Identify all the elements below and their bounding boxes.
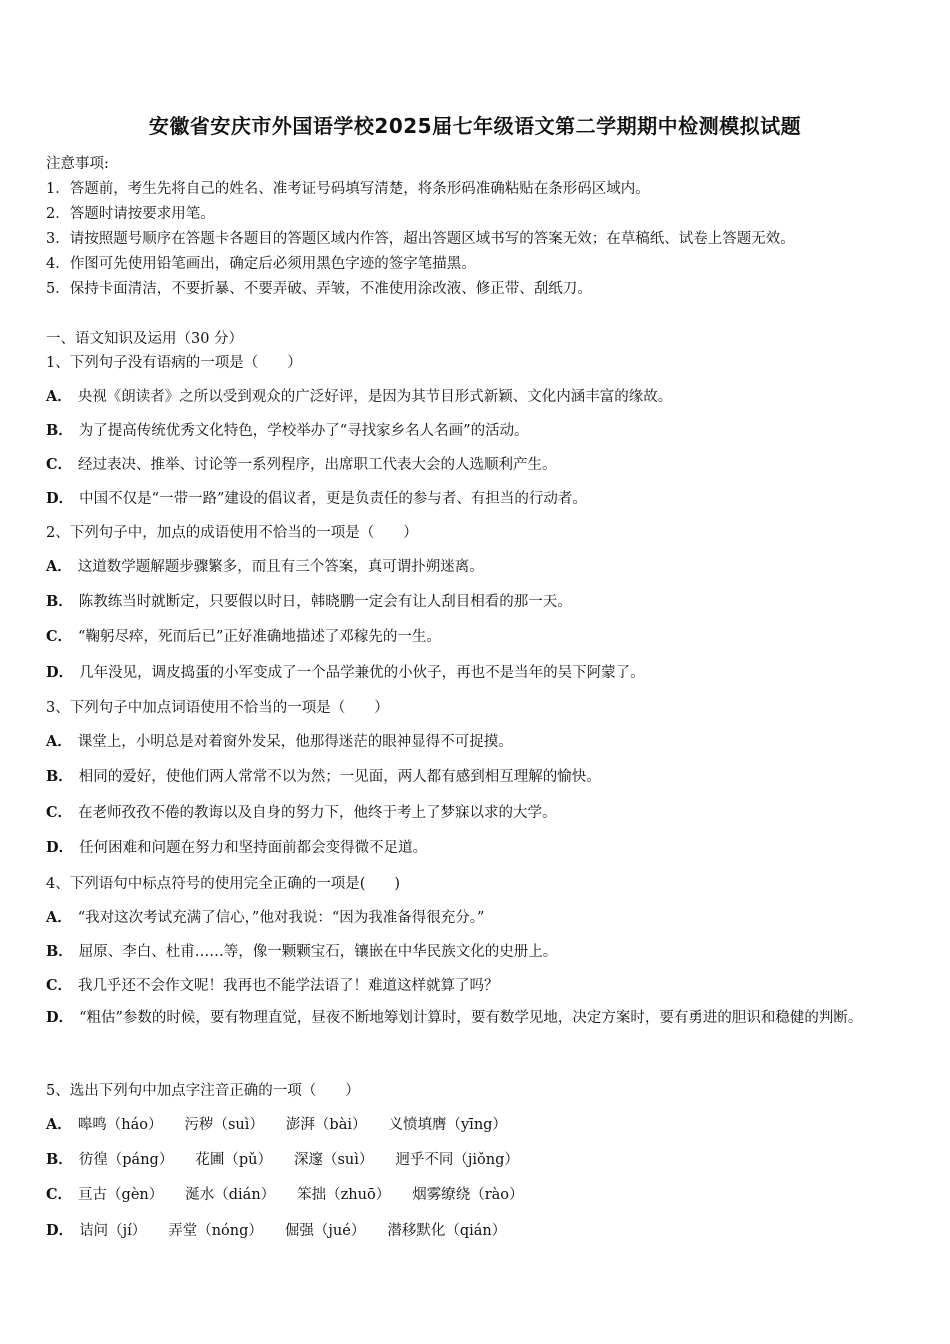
option-text: 屈原、李白、杜甫……等，像一颗颗宝石，镶嵌在中华民族文化的史册上。 xyxy=(78,944,558,960)
pinyin-item: 亘古（gèn） xyxy=(78,1187,164,1203)
pinyin-item: 义愤填膺（yīng） xyxy=(388,1117,507,1133)
option-text: “我对这次考试充满了信心，”他对我说：“因为我准备得很充分。” xyxy=(77,910,485,926)
question-stem: 2、下列句子中，加点的成语使用不恰当的一项是（ ） xyxy=(46,525,418,541)
option-text: 任何困难和问题在努力和坚持面前都会变得微不足道。 xyxy=(79,840,428,856)
option-text: 我几乎还不会作文呢！我再也不能学法语了！难道这样就算了吗？ xyxy=(78,978,499,994)
pinyin-item: 彷徨（páng） xyxy=(78,1152,174,1168)
option-text: 这道数学题解题步骤繁多，而且有三个答案，真可谓扑朔迷离。 xyxy=(77,559,484,575)
notice-item: 3．请按照题号顺序在答题卡各题目的答题区域内作答，超出答题区域书写的答案无效；在草稿纸、试卷上答题无效。 xyxy=(46,231,795,247)
pinyin-item: 烟雾缭绕（rào） xyxy=(412,1187,524,1203)
option-key: D． xyxy=(46,839,74,856)
option-key: A． xyxy=(46,909,72,926)
option-text: 央视《朗读者》之所以受到观众的广泛好评，是因为其节目形式新颖、文化内涵丰富的缘故。 xyxy=(77,389,673,405)
notice-item: 1．答题前，考生先将自己的姓名、准考证号码填写清楚，将条形码准确粘贴在条形码区域内。 xyxy=(46,181,650,197)
option-a xyxy=(46,385,672,406)
notice-heading: 注意事项: xyxy=(46,156,109,172)
pinyin-item: 深邃（suì） xyxy=(293,1152,374,1168)
pinyin-item: 花圃（pǔ） xyxy=(195,1152,272,1168)
question-stem: 1、下列句子没有语病的一项是（ ） xyxy=(46,355,302,371)
option-text: 为了提高传统优秀文化特色，学校举办了“寻找家乡名人名画”的活动。 xyxy=(78,423,529,439)
option-key: B． xyxy=(46,768,73,785)
section-heading: 一、语文知识及运用（30 分） xyxy=(46,331,244,347)
option-text: “鞠躬尽瘁，死而后已”正好准确地描述了邓稼先的一生。 xyxy=(78,629,441,645)
option-key: D． xyxy=(46,1222,74,1239)
option-key: D． xyxy=(46,664,74,681)
notice-item: 2．答题时请按要求用笔。 xyxy=(46,206,215,222)
option-a xyxy=(46,1113,507,1134)
option-b xyxy=(46,419,529,440)
question-stem: 4、下列语句中标点符号的使用完全正确的一项是( ) xyxy=(46,876,401,892)
option-c xyxy=(46,625,441,646)
option-key: A． xyxy=(46,733,72,750)
pinyin-item: 迥乎不同（jiǒng） xyxy=(395,1152,519,1168)
pinyin-item: 笨拙（zhuō） xyxy=(297,1187,391,1203)
option-d xyxy=(46,999,906,1037)
question-stem: 5、选出下列句中加点字注音正确的一项（ ） xyxy=(46,1083,360,1099)
option-a xyxy=(46,555,484,576)
notice-item: 5．保持卡面清洁，不要折暴、不要弄破、弄皱，不准使用涂改液、修正带、刮纸刀。 xyxy=(46,281,592,297)
option-d xyxy=(46,1219,506,1240)
option-b xyxy=(46,940,557,961)
option-key: C． xyxy=(46,1186,73,1203)
option-c xyxy=(46,1183,524,1204)
option-d xyxy=(46,836,427,857)
option-a xyxy=(46,730,513,751)
option-key: C． xyxy=(46,456,73,473)
option-key: A． xyxy=(46,1116,72,1133)
option-key: D． xyxy=(46,490,74,507)
option-key: D． xyxy=(46,1009,74,1026)
page-title: 安徽省安庆市外国语学校2025届七年级语文第二学期期中检测模拟试题 xyxy=(148,114,802,138)
option-key: C． xyxy=(46,628,73,645)
pinyin-item: 污秽（suì） xyxy=(184,1117,264,1133)
option-c xyxy=(46,453,557,474)
question-stem: 3、下列句子中加点词语使用不恰当的一项是（ ） xyxy=(46,700,389,716)
option-key: C． xyxy=(46,804,73,821)
option-b xyxy=(46,590,572,611)
option-c xyxy=(46,801,557,822)
pinyin-item: 倔强（jué） xyxy=(284,1223,366,1239)
option-text: 陈教练当时就断定，只要假以时日，韩晓鹏一定会有让人刮目相看的那一天。 xyxy=(78,594,572,610)
option-b xyxy=(46,1148,519,1169)
pinyin-item: 澎湃（bài） xyxy=(285,1117,367,1133)
option-text: 在老师孜孜不倦的教诲以及自身的努力下，他终于考上了梦寐以求的大学。 xyxy=(78,805,557,821)
option-text: 中国不仅是“一带一路”建设的倡议者，更是负责任的参与者、有担当的行动者。 xyxy=(79,491,587,507)
option-a xyxy=(46,906,484,927)
option-key: A． xyxy=(46,558,72,575)
notice-item: 4．作图可先使用铅笔画出，确定后必须用黑色字迹的签字笔描黑。 xyxy=(46,256,476,272)
option-key: A． xyxy=(46,388,72,405)
option-c xyxy=(46,974,499,995)
option-key: B． xyxy=(46,422,73,439)
option-key: B． xyxy=(46,593,73,610)
option-d xyxy=(46,487,587,508)
option-key: B． xyxy=(46,1151,73,1168)
option-text: 课堂上，小明总是对着窗外发呆，他那得迷茫的眼神显得不可捉摸。 xyxy=(77,734,513,750)
option-b xyxy=(46,765,601,786)
pinyin-item: 嗥鸣（háo） xyxy=(77,1117,163,1133)
option-text: 经过表决、推举、讨论等一系列程序，出席职工代表大会的人选顺利产生。 xyxy=(78,457,557,473)
option-d xyxy=(46,661,645,682)
pinyin-item: 诘问（jí） xyxy=(79,1223,147,1239)
pinyin-item: 潜移默化（qián） xyxy=(387,1223,507,1239)
option-text: 相同的爱好，使他们两人常常不以为然；一见面，两人都有感到相互理解的愉快。 xyxy=(78,769,601,785)
pinyin-item: 涎水（dián） xyxy=(185,1187,276,1203)
option-text: “粗估”参数的时候，要有物理直觉，昼夜不断地筹划计算时，要有数学见地，决定方案时，要有勇进的胆识和稳健的判断。 xyxy=(79,1010,863,1026)
pinyin-item: 弄堂（nóng） xyxy=(168,1223,263,1239)
option-key: B． xyxy=(46,943,73,960)
option-text: 几年没见，调皮捣蛋的小军变成了一个品学兼优的小伙子，再也不是当年的吴下阿蒙了。 xyxy=(79,665,645,681)
option-key: C． xyxy=(46,977,73,994)
